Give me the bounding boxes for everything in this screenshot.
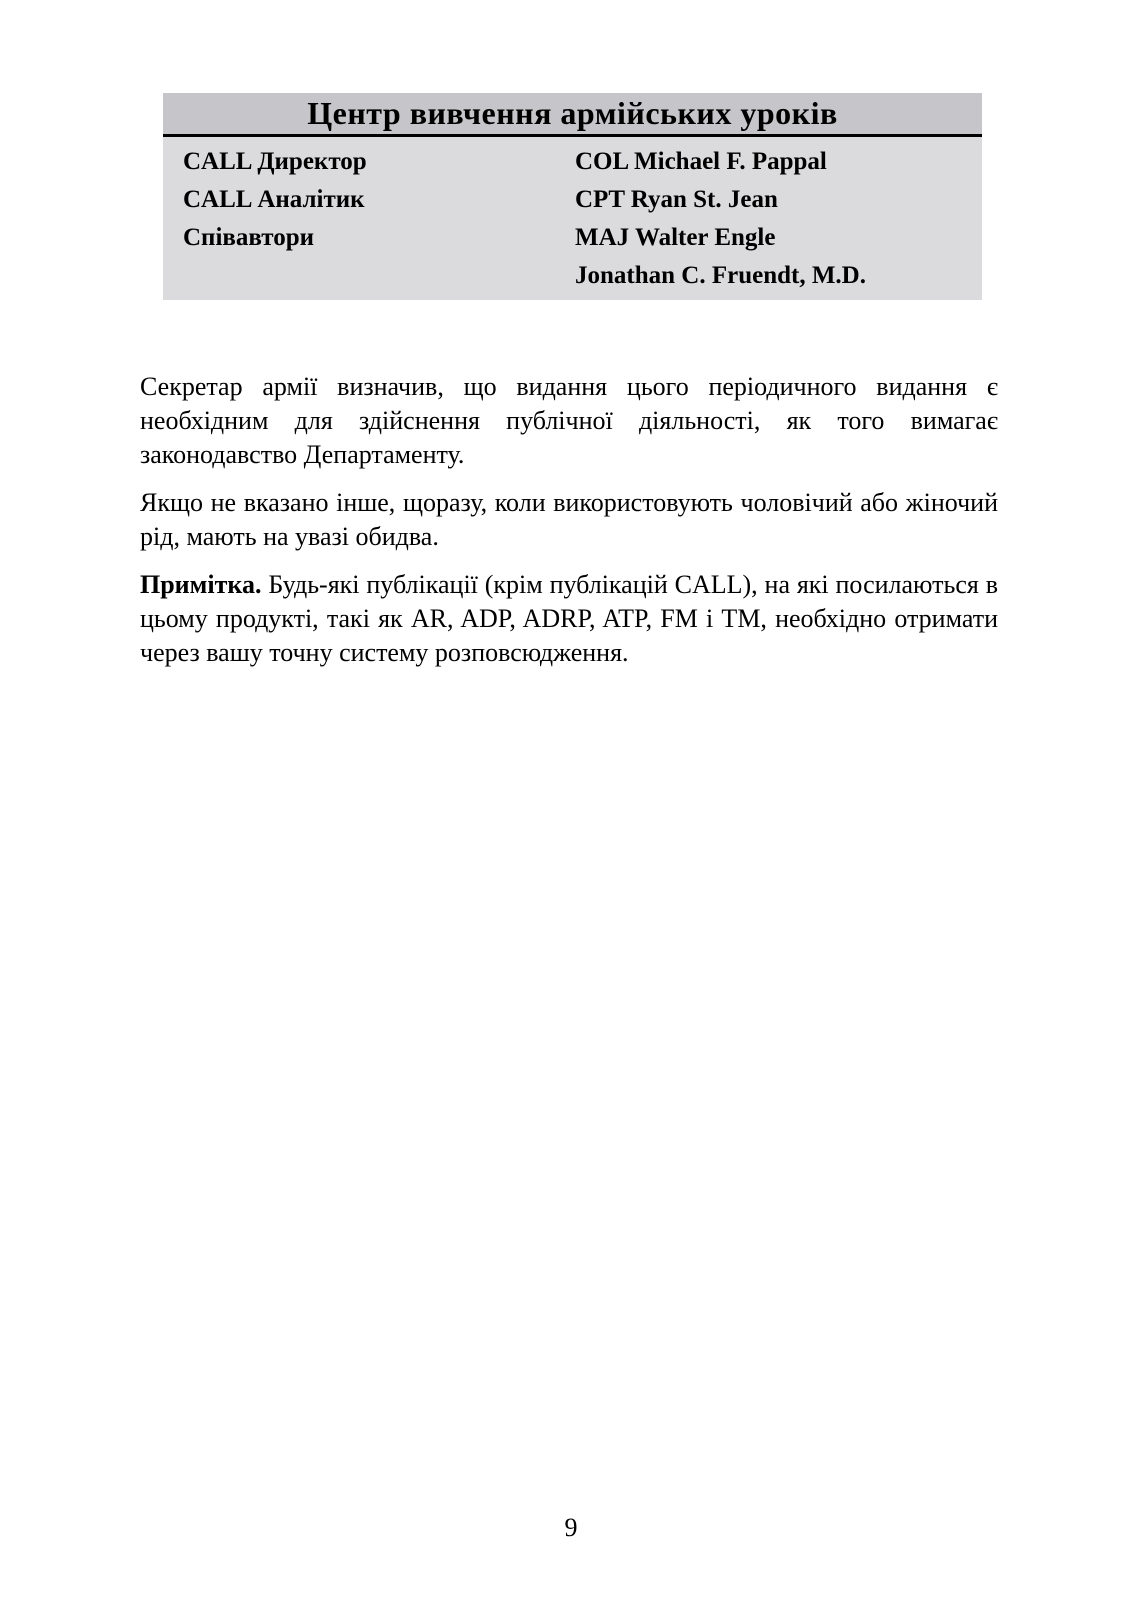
body-text — [140, 370, 998, 684]
paragraph-note — [140, 568, 998, 670]
note-body-text: Будь-які публікації (крім публікацій CALL), на які посилаються в цьому продукті, такі як AR, ADP, ADRP, ATP, FM і TM, необхідно отримати через вашу точну систему розповсюдження. — [140, 570, 998, 667]
credits-row-label: CALL Директор — [183, 148, 367, 175]
page-number: 9 — [564, 1513, 578, 1542]
credits-row-label: CALL Аналітик — [183, 186, 365, 213]
credits-row-label: Співавтори — [183, 224, 315, 251]
credits-row-value: COL Michael F. Pappal — [575, 148, 827, 175]
paragraph-gender: Якщо не вказано інше, щоразу, коли використовують чоловічий або жіночий рід, мають на увазі обидва. — [140, 488, 998, 551]
credits-row — [183, 143, 982, 181]
credits-row — [183, 219, 982, 257]
credits-row-label — [183, 257, 575, 295]
credits-row-value: MAJ Walter Engle — [575, 224, 776, 251]
note-lead-label: Примітка. — [140, 570, 262, 599]
credits-row — [183, 181, 982, 219]
paragraph-secretary: Секретар армії визначив, що видання цього періодичного видання є необхідним для здійснення публічної діяльності, як того вимагає законодавство Департаменту. — [140, 372, 998, 469]
credits-box-title: Центр вивчення армійських уроків — [163, 93, 982, 137]
credits-box-body — [163, 137, 982, 300]
credits-row-value: CPT Ryan St. Jean — [575, 186, 778, 213]
credits-row-value: Jonathan C. Fruendt, M.D. — [575, 262, 866, 289]
credits-row — [183, 257, 982, 295]
credits-box — [163, 93, 982, 300]
